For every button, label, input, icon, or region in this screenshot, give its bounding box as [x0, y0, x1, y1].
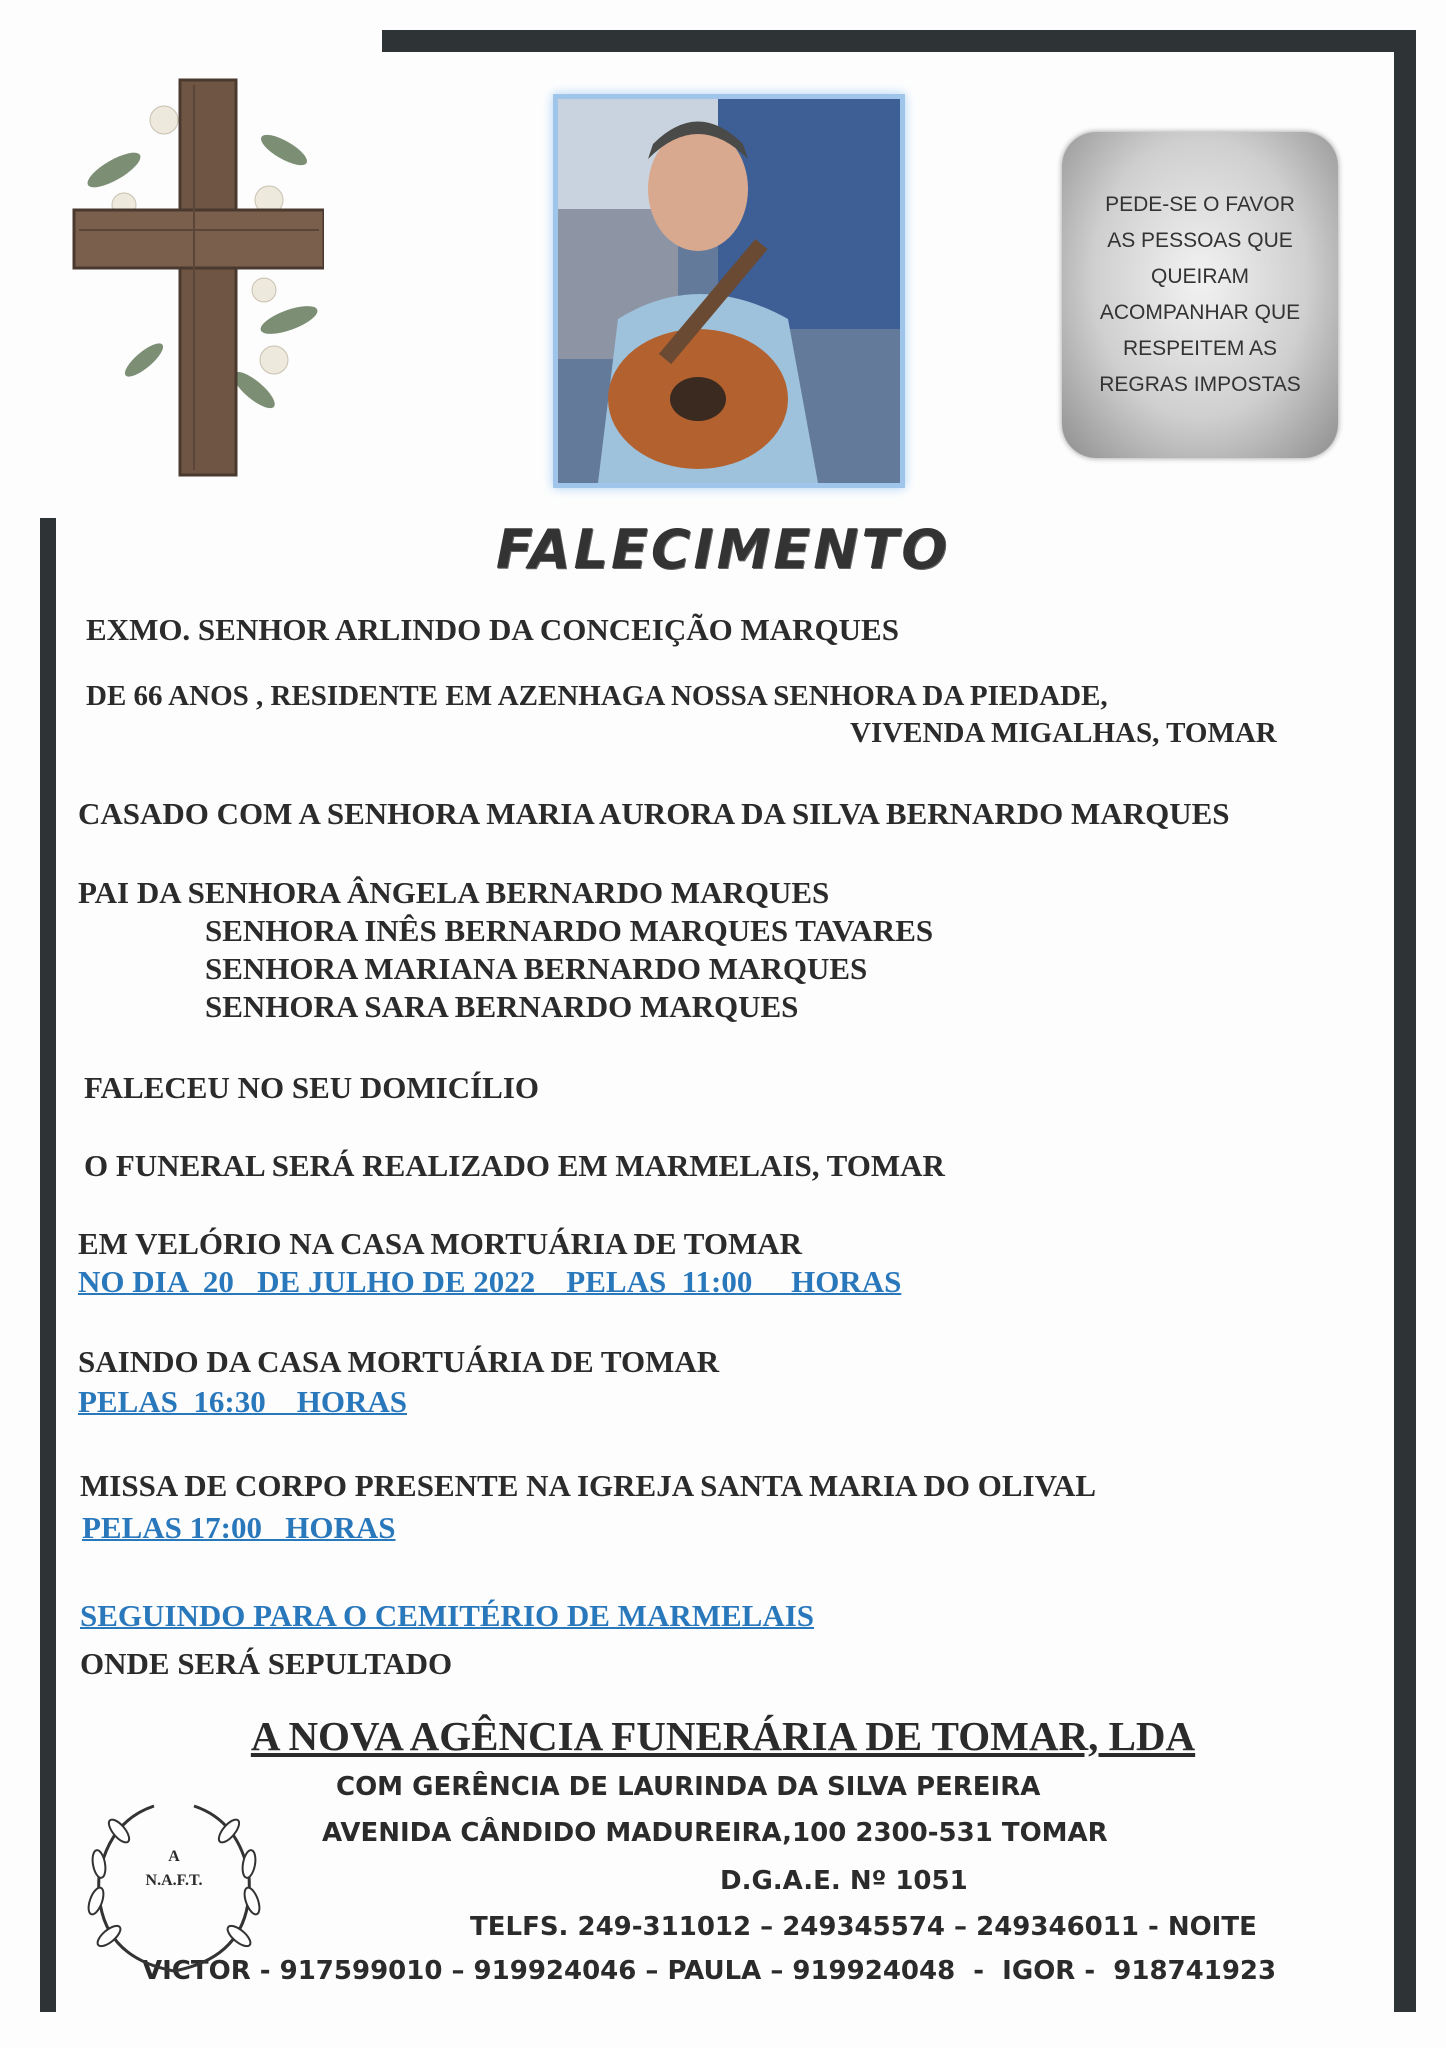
departure-line: SAINDO DA CASA MORTUÁRIA DE TOMAR [78, 1344, 720, 1379]
page-title: FALECIMENTO [495, 518, 951, 581]
notice-box [1062, 132, 1338, 458]
residence-line2: VIVENDA MIGALHAS, TOMAR [850, 717, 1277, 749]
cemetery-line: SEGUINDO PARA O CEMITÉRIO DE MARMELAIS [80, 1598, 815, 1633]
wake-line: EM VELÓRIO NA CASA MORTUÁRIA DE TOMAR [78, 1226, 803, 1261]
child-line-2: SENHORA INÊS BERNARDO MARQUES TAVARES [205, 913, 934, 948]
logo-letter: A [168, 1848, 180, 1865]
residence-line1: DE 66 ANOS , RESIDENTE EM AZENHAGA NOSSA SENHORA DA PIEDADE, [86, 680, 1108, 712]
mass-time: PELAS 17:00 HORAS [82, 1510, 396, 1545]
deceased-name: EXMO. SENHOR ARLINDO DA CONCEIÇÃO MARQUES [86, 612, 899, 647]
funeral-place: O FUNERAL SERÁ REALIZADO EM MARMELAIS, TOMAR [84, 1148, 945, 1183]
cross-icon [54, 60, 324, 480]
management-line: COM GERÊNCIA DE LAURINDA DA SILVA PEREIRA [336, 1772, 1041, 1802]
child-line-4: SENHORA SARA BERNARDO MARQUES [205, 989, 799, 1024]
child-line-1: PAI DA SENHORA ÂNGELA BERNARDO MARQUES [78, 875, 830, 910]
notice-text: PEDE-SE O FAVOR AS PESSOAS QUE QUEIRAM ACOMPANHAR QUE RESPEITEM AS REGRAS IMPOSTAS [1099, 193, 1301, 396]
death-place: FALECEU NO SEU DOMICÍLIO [84, 1070, 540, 1105]
dgae-line: D.G.A.E. Nº 1051 [720, 1866, 968, 1896]
phones-line: TELFS. 249-311012 – 249345574 – 249346011 - NOITE [470, 1912, 1257, 1942]
departure-time: PELAS 16:30 HORAS [78, 1384, 407, 1419]
burial-line: ONDE SERÁ SEPULTADO [80, 1646, 453, 1681]
agency-logo [74, 1786, 274, 1986]
frame-top-bar [382, 30, 1416, 52]
mass-line: MISSA DE CORPO PRESENTE NA IGREJA SANTA MARIA DO OLIVAL [80, 1468, 1097, 1503]
spouse-line: CASADO COM A SENHORA MARIA AURORA DA SILVA BERNARDO MARQUES [78, 796, 1230, 831]
address-line: AVENIDA CÂNDIDO MADUREIRA,100 2300-531 TOMAR [322, 1818, 1108, 1848]
frame-left-bar [40, 518, 56, 2012]
agency-name: A NOVA AGÊNCIA FUNERÁRIA DE TOMAR, LDA [250, 1713, 1196, 1759]
child-line-3: SENHORA MARIANA BERNARDO MARQUES [205, 951, 868, 986]
logo-acronym: N.A.F.T. [145, 1872, 203, 1889]
wake-time: NO DIA 20 DE JULHO DE 2022 PELAS 11:00 HORAS [78, 1264, 902, 1299]
night-contacts-line: VICTOR - 917599010 – 919924046 – PAULA – 919924048 - IGOR - 918741923 [142, 1956, 1277, 1986]
deceased-photo [553, 94, 905, 488]
